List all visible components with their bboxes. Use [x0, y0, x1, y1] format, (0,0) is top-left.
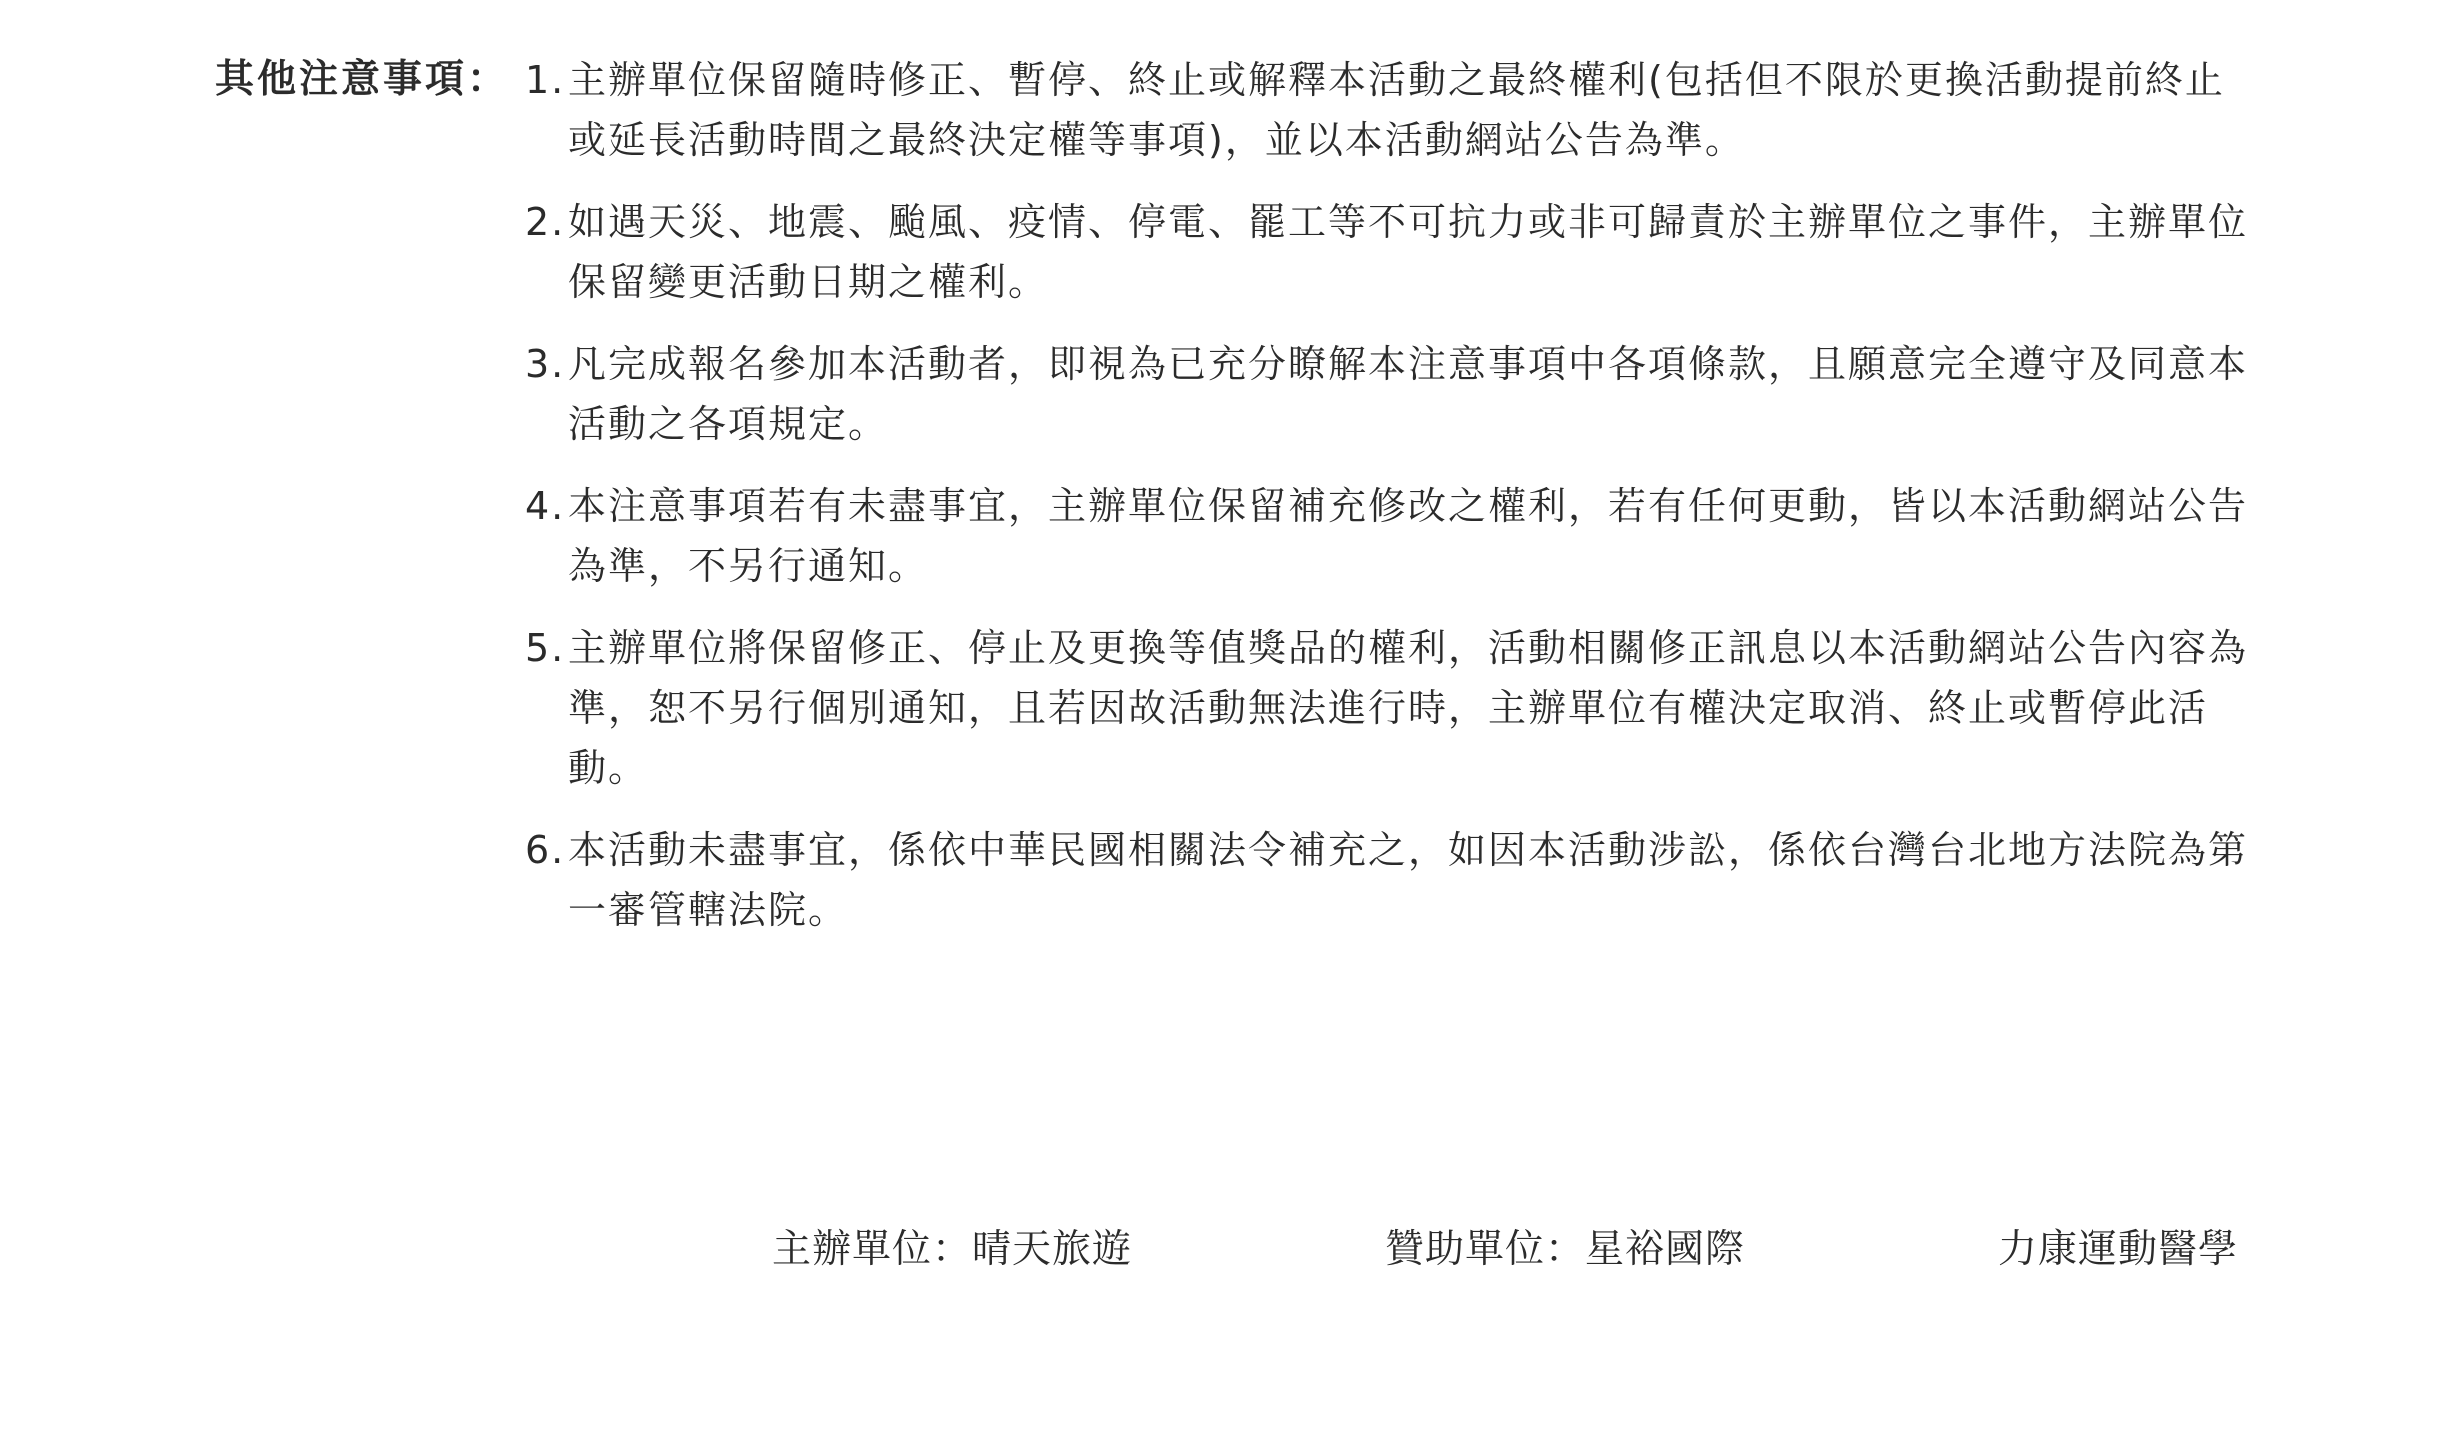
note-text: 主辦單位將保留修正、停止及更換等值獎品的權利，活動相關修正訊息以本活動網站公告內容為準，恕不另行個別通知，且若因故活動無法進行時，主辦單位有權決定取消、終止或暫停此活動。: [568, 626, 2249, 790]
note-text: 如遇天災、地震、颱風、疫情、停電、罷工等不可抗力或非可歸責於主辦單位之事件，主辦單位保留變更活動日期之權利。: [568, 200, 2249, 304]
note-item-4: [525, 476, 2255, 596]
note-number: 5.: [525, 626, 566, 670]
note-item-2: [525, 192, 2255, 312]
note-number: 4.: [525, 484, 566, 528]
credits-footer: [0, 1220, 2458, 1280]
sponsor-credit: 贊助單位：星裕國際: [1385, 1227, 1746, 1272]
note-number: 2.: [525, 200, 566, 244]
note-item-1: [525, 50, 2255, 170]
note-text: 本注意事項若有未盡事宜，主辦單位保留補充修改之權利，若有任何更動，皆以本活動網站公告為準，不另行通知。: [568, 484, 2249, 588]
note-text: 主辦單位保留隨時修正、暫停、終止或解釋本活動之最終權利(包括但不限於更換活動提前終止或延長活動時間之最終決定權等事項)，並以本活動網站公告為準。: [568, 58, 2225, 162]
note-item-3: [525, 334, 2255, 454]
organizer-credit: 主辦單位：晴天旅遊: [772, 1227, 1133, 1272]
note-number: 6.: [525, 828, 566, 872]
notes-heading: 其他注意事項：: [215, 57, 510, 102]
note-number: 1.: [525, 58, 566, 102]
notes-list: [525, 50, 2255, 962]
note-text: 凡完成報名參加本活動者，即視為已充分瞭解本注意事項中各項條款，且願意完全遵守及同意本活動之各項規定。: [568, 342, 2249, 446]
note-number: 3.: [525, 342, 566, 386]
note-text: 本活動未盡事宜，係依中華民國相關法令補充之，如因本活動涉訟，係依台灣台北地方法院為第一審管轄法院。: [568, 828, 2249, 932]
note-item-6: [525, 820, 2255, 940]
note-item-5: [525, 618, 2255, 798]
partner-credit: 力康運動醫學: [1998, 1227, 2239, 1272]
